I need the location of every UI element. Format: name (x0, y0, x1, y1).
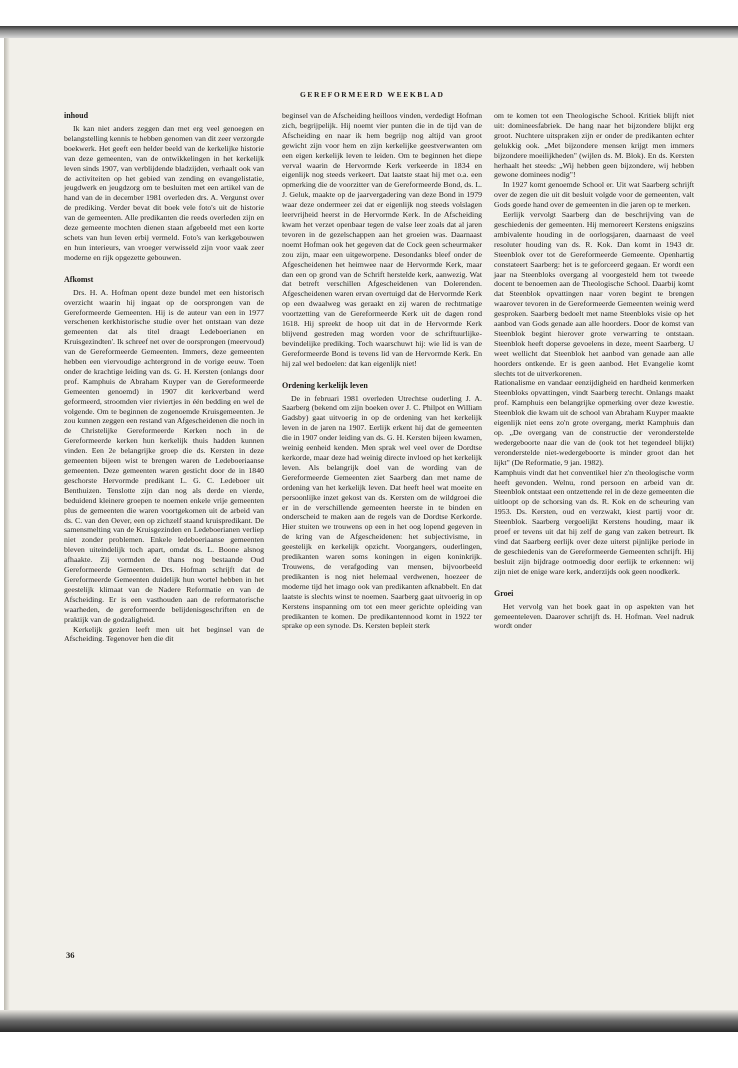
running-header: GEREFORMEERD WEEKBLAD (300, 90, 445, 99)
heading-groei: Groei (494, 588, 514, 598)
heading-ordening: Ordening kerkelijk leven (282, 380, 368, 390)
paragraph: Kamphuis vindt dat het conventikel hier z'n theologische vorm heeft gevonden. Welnu, rond persoon en arbeid van dr. Steenblok ontstaat een ontzettende rel in de deze gemeenten die uitloopt op de schorsing van ds. R. Kok en de scheuring van 1953. Ds. Kersten, oud en verzwakt, kiest partij voor dr. Steenblok. Saarberg vergoelijkt Kerstens houding, maar ik proef er tevens uit dat hij zelf de gang van zaken betreurt. Ik vind dat Saarberg eerlijk over deze uiterst pijnlijke periode in de geschiedenis van de Gereformeerde Gemeenten schrijft. Hij besluit zijn bijdrage ootmoedig door eerlijk te erkennen: wij zijn niet de enige ware kerk, anderzijds ook geen noodkerk. (494, 467, 694, 576)
paragraph: Eerlijk vervolgt Saarberg dan de beschrijving van de geschiedenis der gemeenten. Hij memoreert Kerstens enigszins ambivalente houding in de oorlogsjaren, daarnaast de veel resoluter houding van ds. R. Kok. Dan komt in 1943 dr. Steenblok over tot de Gereformeerde Gemeente. Openhartig constateert Saarberg: het is te geforceerd gegaan. Er wordt een jaar na Steenbloks overgang al voorgesteld hem tot tweede docent te benoemen aan de Theologische School. Daarbij komt dat Steenblok opvattingen naar voren begint te brengen waarover tevoren in de Gereformeerde Gemeenten weinig werd gesproken. Saarberg bedoelt met name Steenbloks visie op het aanbod van Gods genade aan alle hoorders. Door de komst van Steenblok begint hierover grote verwarring te ontstaan. Steenblok heeft doperse gevoelens in deze, meent Saarberg. U weet wellicht dat Steenblok het aanbod van genade aan alle hoorders ontkende. Er is geen aanbod. Het Evangelie komt slechts tot de uitverkorenen. (494, 210, 694, 378)
paragraph: Het vervolg van het boek gaat in op aspekten van het gemeenteleven. Daarover schrijft ds. H. Hofman. Veel nadruk wordt onder (494, 601, 694, 631)
paragraph: Kerkelijk gezien leeft men uit het beginsel van de Afscheiding. Tegenover hen die dit (64, 624, 264, 644)
column-1 (64, 111, 264, 644)
paragraph: De in februari 1981 overleden Utrechtse ouderling J. A. Saarberg (bekend om zijn boeken over J. C. Philpot en William Gadsby) gaat uitvoerig in op de ordening van het kerkelijk leven in de jaren na 1907. Eerlijk erkent hij dat de gemeenten die in 1907 onder leiding van ds. G. H. Kersten bijeen kwamen, weinig eenheid kenden. Men sprak wel veel over de Dordtse kerkorde, maar deze had weinig directe invloed op het kerkelijk leven. Als belangrijk doel van de wording van de Gereformeerde Gemeenten ziet Saarberg dan met name de ordening van het kerkelijk leven. Dat heeft heel wat moeite en persoonlijke inzet gekost van ds. Kersten om de wildgroei die er in de verschillende gemeenten heerste in te binden en onderscheid te maken aan de regels van de Dordtse Kerkorde. Hier stuiten we trouwens op een in het oog lopend gegeven in de kring van de Afgescheidenen: het subjectivisme, in geestelijk en kerkelijk opzicht. Voorgangers, ouderlingen, predikanten waren soms koningen in eigen koninkrijk. Trouwens, de verafgoding van mensen, bijvoorbeeld predikanten is nog niet helemaal verdwenen, hoezeer de moderne tijd het imago ook van predikanten afknabbelt. En dat laatste is slechts winst te noemen. Saarberg gaat uitvoerig in op Kerstens inspanning om tot een meer gerichte opleiding van predikanten te komen. De predikantennood komt in 1922 ter sprake op een synode. Ds. Kersten bepleit sterk (282, 393, 482, 631)
scan-edge-bottom (0, 1010, 738, 1032)
paragraph: In 1927 komt genoemde School er. Uit wat Saarberg schrijft over de zegen die uit dit besluit volgde voor de gemeenten, valt Gods goede hand over de gemeenten in die jaren op te merken. (494, 180, 694, 210)
column-3 (494, 111, 694, 631)
heading-inhoud: inhoud (64, 111, 89, 120)
page-fold-shadow (4, 38, 10, 1028)
paragraph: om te komen tot een Theologische School. Kritiek blijft niet uit: domineesfabriek. De hang naar het bijzondere blijkt erg groot. Nuchtere uitspraken zijn er onder de predikanten echter gelukkig ook. „Met bijzondere mensen krijgt men immers bijzondere moeilijkheden" (wijlen ds. M. Blok). En ds. Kersten herhaalt het steeds: „Wij hebben geen bijzondere, wij hebben gewone dominees nodig"! (494, 111, 694, 180)
heading-afkomst: Afkomst (64, 274, 94, 284)
column-2 (282, 111, 482, 631)
paragraph: beginsel van de Afscheiding heilloos vinden, verdedigt Hofman zich, begrijpelijk. Hij noemt vier punten die in de tijd van de Afscheiding en naar ik hem begrijp nog altijd van groot gewicht zijn voor hem en zijn kerkelijke geestverwanten om een eigen kerkelijk leven te leiden. Om te beginnen het diepe verval waarin de Hervormde Kerk verkeerde in 1834 en eigenlijk nog steeds verkeert. Dat laatste staat hij met o.a. een opmerking die de voorzitter van de Gereformeerde Bond, ds. L. J. Geluk, maakte op de jaarvergadering van deze Bond in 1979 waar deze ondermeer zei dat er eigenlijk nog steeds volslagen leervrijheid heerst in de Hervormde Kerk. In de Afscheiding kwam het verzet openbaar tegen de valse leer zoals dat al jaren tevoren in de gezelschappen aan het groeien was. Daarnaast noemt Hofman ook het gegeven dat de Cock geen scheurmaker zou zijn, maar een uitgeworpene. Desondanks bleef onder de Afgescheidenen het heimwee naar de Hervormde Kerk, maar dan een op grond van de Schrift herstelde kerk, aanwezig. Wat dat betreft verschillen Afgescheidenen van Dolerenden. Afgescheidenen waren ervan overtuigd dat de Hervormde Kerk op een dwaalweg was geraakt en zij waren de rechtmatige voortzetting van de Gereformeerde Kerk uit de dagen rond 1618. Hij spreekt de hoop uit dat in de Hervormde Kerk blijvend gestreden mag worden voor de schriftuurlijke-bevindelijke prediking. Toch waarschuwt hij: wie lid is van de Gereformeerde Bond is tevens lid van de Hervormde Kerk. En hij zal wel bedoelen: dat kan eigenlijk niet! (282, 111, 482, 368)
scan-edge-top (0, 26, 738, 38)
paragraph: Rationalisme en vandaar eenzijdigheid en hardheid kenmerken Steenbloks opvattingen, vindt Saarberg terecht. Onlangs maakt prof. Kamphuis een belangrijke opmerking over deze kwestie. Steenblok die kwam uit de school van Abraham Kuyper maakte eigenlijk niet eens zo'n grote overgang, merkt Kamphuis dan op. „De overgang van de constructie der veronderstelde wedergeboorte naar die van de (ook tot het tegendeel blijkt) veronderstelde niet-wedergeboorte is minder groot dan het lijkt" (De Reformatie, 9 jan. 1982). (494, 378, 694, 467)
paragraph: Ik kan niet anders zeggen dan met erg veel genoegen en belangstelling kennis te hebben genomen van dit zeer verzorgde boekwerk. Het geeft een helder beeld van de kerkelijke historie van deze gemeenten, van de ontwikkelingen in het kerkelijk leven sinds 1907, van verblijdende bladzijden, verhaalt ook van de activiteiten op het gebied van zending en evangelistatie, jeugdwerk en jeugdzorg om te besluiten met een artikel van de hand van de in december 1981 overleden drs. A. Vergunst over de prediking. Verder bevat dit boek vele foto's uit de historie van de gemeenten. Alle predikanten die reeds overleden zijn en deze gemeente mochten dienen staan afgebeeld met een korte schets van hun leven erbij vermeld. Foto's van kerkgebouwen en hun interieurs, van vroeger verwisseld zijn voor vaak zeer moderne en rijk opgezette gebouwen. (64, 124, 264, 262)
page-number: 36 (66, 950, 75, 960)
paragraph: Drs. H. A. Hofman opent deze bundel met een historisch overzicht waarin hij ingaat op de oorsprongen van de Gereformeerde Gemeenten. Hij is de auteur van een in 1977 verschenen kerkhistorische studie over het ontstaan van deze gemeenten dat als titel draagt Ledeboerianen en Kruisgezindten'. Ik schreef net over de oorsprongen (meervoud) van de Gereformeerde Gemeenten. Immers, deze gemeenten hebben een viervoudige achtergrond in de vorige eeuw. Toen onder de krachtige leiding van ds. G. H. Kersten (onlangs door prof. Kamphuis de Abraham Kuyper van de Gereformeerde Gemeenten genoemd) in 1907 dit kerkverband werd geformeerd, stroomden vier riviertjes in één bedding en wel de volgende. Om te beginnen de zogenoemde Kruisgemeenten. Je zou kunnen zeggen een restand van Afgescheidenen die noch in de Christelijke Gereformeerde Kerken noch in de Gereformeerde kerken hun kerkelijk thuis hadden kunnen vinden. Een 2e belangrijke groep die ds. Kersten in deze gemeenten bijeen wist te brengen waren de Ledeboeriaanse gemeenten. Deze gemeenten waren gesticht door de in 1840 geschorste Hervormde predikant L. G. C. Ledeboer uit Benthuizen. Tenslotte zijn dan nog als derde en vierde, beduidend kleinere groepen te noemen enkele vrije gemeenten plus de gemeenten die waren voortgekomen uit de arbeid van ds. C. van den Oever, een op zichzelf staand kruispredikant. De samensmelting van de Kruisgezinden en Ledeboerianen verliep niet zonder problemen. Enkele ledeboeriaanse gemeenten bleven uiteindelijk toch apart, omdat ds. L. Boone alsnog afhaakte. Zij vormden de thans nog bestaande Oud Gereformeerde Gemeenten. Drs. Hofman schrijft dat de Gereformeerde Gemeenten duidelijk hun wortel hebben in het geestelijk klimaat van de Nadere Reformatie en van de Afscheiding. Er is een vasthouden aan de reformatorische waarheden, de gereformeerde belijdenisgeschriften en de praktijk van de godzaligheid. (64, 287, 264, 624)
